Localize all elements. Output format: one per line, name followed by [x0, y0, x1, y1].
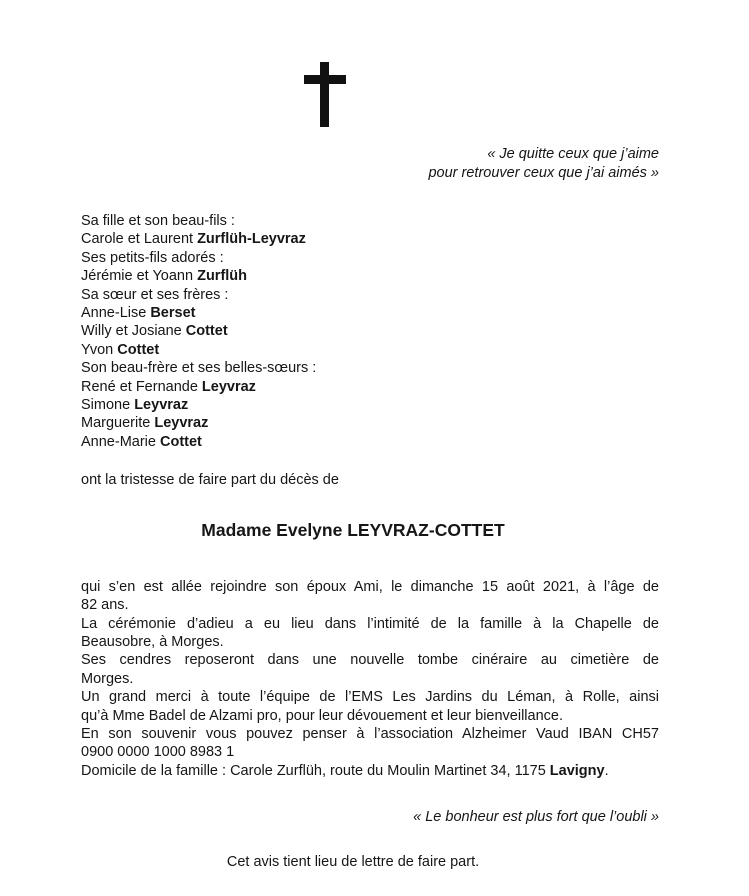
announcement-intro: ont la tristesse de faire part du décès de — [81, 472, 339, 489]
family-line: Yvon Cottet — [81, 341, 160, 358]
opening-quote-line-1: « Je quitte ceux que j’aime — [487, 146, 659, 162]
deceased-name-title: Madame Evelyne LEYVRAZ-COTTET — [201, 519, 505, 540]
notice-column — [81, 0, 659, 871]
closing-note: Cet avis tient lieu de lettre de faire part. — [226, 853, 480, 870]
family-line: Ses petits-fils adorés : — [81, 249, 224, 266]
body-line: qui s’en est allée rejoindre son époux Ami, le dimanche 15 août 2021, à l’âge de — [81, 578, 659, 595]
closing-quote: « Le bonheur est plus fort que l’oubli » — [413, 809, 659, 826]
body-line: Domicile de la famille : Carole Zurflüh, route du Moulin Martinet 34, 1175 Lavigny. — [81, 762, 609, 779]
opening-quote — [81, 145, 659, 183]
body-line: 82 ans. — [81, 597, 129, 614]
body-line: Morges. — [81, 670, 134, 687]
family-list — [81, 212, 659, 451]
family-line: Simone Leyvraz — [81, 397, 189, 414]
opening-quote-line-2: pour retrouver ceux que j’ai aimés » — [428, 165, 659, 181]
body-line: Ses cendres reposeront dans une nouvelle tombe cinéraire au cimetière de — [81, 652, 659, 669]
family-line: René et Fernande Leyvraz — [81, 378, 256, 395]
family-line: Carole et Laurent Zurflüh-Leyvraz — [81, 231, 306, 248]
family-line: Marguerite Leyvraz — [81, 415, 209, 432]
family-line: Willy et Josiane Cottet — [81, 323, 228, 340]
family-line: Son beau-frère et ses belles-sœurs : — [81, 360, 317, 377]
notice-body — [81, 578, 659, 780]
family-line: Sa sœur et ses frères : — [81, 286, 229, 303]
body-line: En son souvenir vous pouvez penser à l’association Alzheimer Vaud IBAN CH57 — [81, 725, 659, 742]
body-line: 0900 0000 1000 8983 1 — [81, 744, 235, 761]
body-line: qu’à Mme Badel de Alzami pro, pour leur dévouement et leur bienveillance. — [81, 707, 563, 724]
body-line: La cérémonie d’adieu a eu lieu dans l’intimité de la famille à la Chapelle de — [81, 615, 659, 632]
family-line: Sa fille et son beau-fils : — [81, 213, 235, 229]
family-line: Anne-Lise Berset — [81, 305, 196, 322]
body-line: Beausobre, à Morges. — [81, 633, 224, 650]
body-line: Un grand merci à toute l’équipe de l’EMS Les Jardins du Léman, à Rolle, ainsi — [81, 689, 659, 706]
family-line: Anne-Marie Cottet — [81, 433, 202, 450]
family-line: Jérémie et Yoann Zurflüh — [81, 268, 248, 285]
